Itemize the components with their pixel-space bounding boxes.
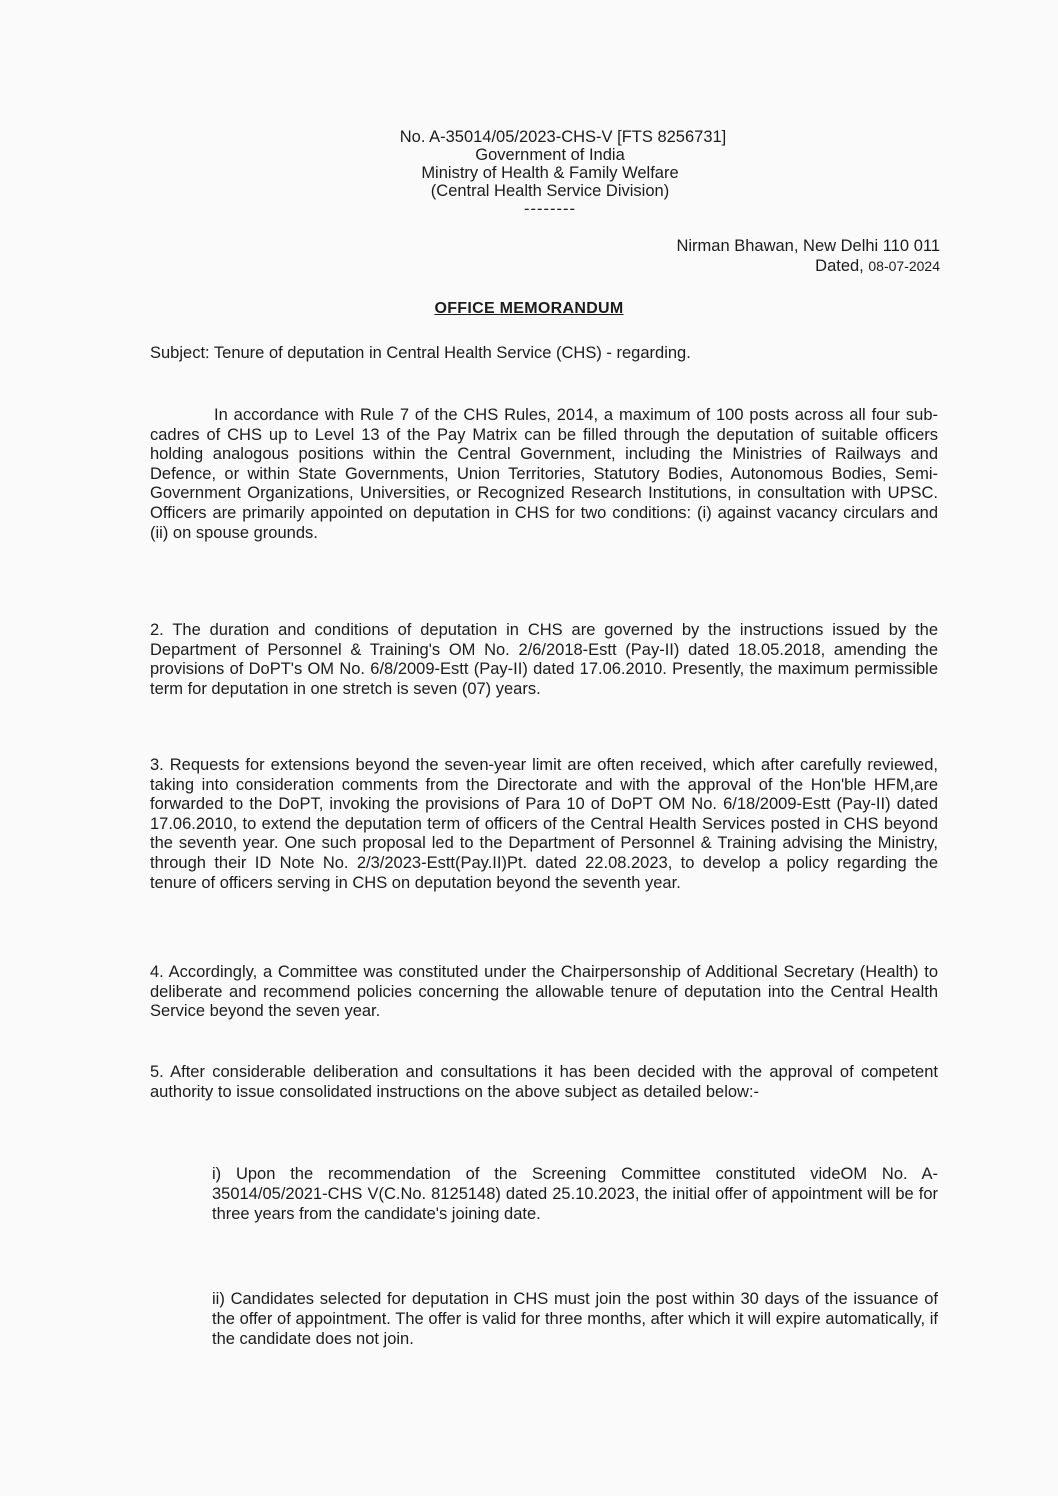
- paragraph-5: 5. After considerable deliberation and consultations it has been decided with the approval of competent authority to issue consolidated instructions on the above subject as detailed below:-: [150, 1063, 938, 1101]
- place-and-date: [676, 236, 940, 276]
- ministry-line: Ministry of Health & Family Welfare: [421, 164, 679, 182]
- paragraph-3: 3. Requests for extensions beyond the seven-year limit are often received, which after carefully reviewed, taking into consideration comments from the Directorate and with the approval of the Hon'ble HFM,are forwarded to the DoPT, invoking the provisions of Para 10 of DoPT OM No. 6/18/2009-Estt (Pay-II) dated 17.06.2010, to extend the deputation term of officers of the Central Health Services posted in CHS beyond the seventh year. One such proposal led to the Department of Personnel & Training advising the Ministry, through their ID Note No. 2/3/2023-Estt(Pay.II)Pt. dated 22.08.2023, to develop a policy regarding the tenure of officers serving in CHS on deputation beyond the seventh year.: [150, 756, 938, 892]
- paragraph-4: 4. Accordingly, a Committee was constituted under the Chairpersonship of Additional Secretary (Health) to deliberate and recommend policies concerning the allowable tenure of deputation into the Central Health Service beyond the seven year.: [150, 963, 938, 1021]
- date-line: [676, 256, 940, 276]
- dated-label: Dated,: [815, 257, 864, 275]
- subpoint-i: i) Upon the recommendation of the Screening Committee constituted videOM No. A-35014/05/2021-CHS V(C.No. 8125148) dated 25.10.2023, the initial offer of appointment will be for three years from the candidate's joining date.: [212, 1165, 938, 1223]
- reference-number: No. A-35014/05/2023-CHS-V [FTS 8256731]: [399, 128, 727, 146]
- paragraph-2: 2. The duration and conditions of deputation in CHS are governed by the instructions issued by the Department of Personnel & Training's OM No. 2/6/2018-Estt (Pay-II) dated 18.05.2018, amending the provisions of DoPT's OM No. 6/8/2009-Estt (Pay-II) dated 17.06.2010. Presently, the maximum permissible term for deputation in one stretch is seven (07) years.: [150, 621, 938, 698]
- memorandum-title: OFFICE MEMORANDUM: [434, 300, 624, 317]
- subpoint-ii: ii) Candidates selected for deputation in CHS must join the post within 30 days of the issuance of the offer of appointment. The offer is valid for three months, after which it will expire automatically, if the candidate does not join.: [212, 1290, 938, 1348]
- government-line: Government of India: [475, 146, 625, 164]
- office-address: Nirman Bhawan, New Delhi 110 011: [676, 237, 940, 255]
- date-value: 08-07-2024: [868, 258, 940, 274]
- separator-dashes: --------: [524, 200, 576, 218]
- division-line: (Central Health Service Division): [430, 182, 670, 200]
- subject-line: Subject: Tenure of deputation in Central Health Service (CHS) - regarding.: [150, 344, 691, 362]
- paragraph-1: In accordance with Rule 7 of the CHS Rules, 2014, a maximum of 100 posts across all four sub-cadres of CHS up to Level 13 of the Pay Matrix can be filled through the deputation of suitable officers holding analogous positions within the Central Government, including the Ministries of Railways and Defence, or within State Governments, Union Territories, Statutory Bodies, Autonomous Bodies, Semi-Government Organizations, Universities, or Recognized Research Institutions, in consultation with UPSC. Officers are primarily appointed on deputation in CHS for two conditions: (i) against vacancy circulars and (ii) on spouse grounds.: [150, 406, 938, 542]
- letterhead: [300, 128, 800, 218]
